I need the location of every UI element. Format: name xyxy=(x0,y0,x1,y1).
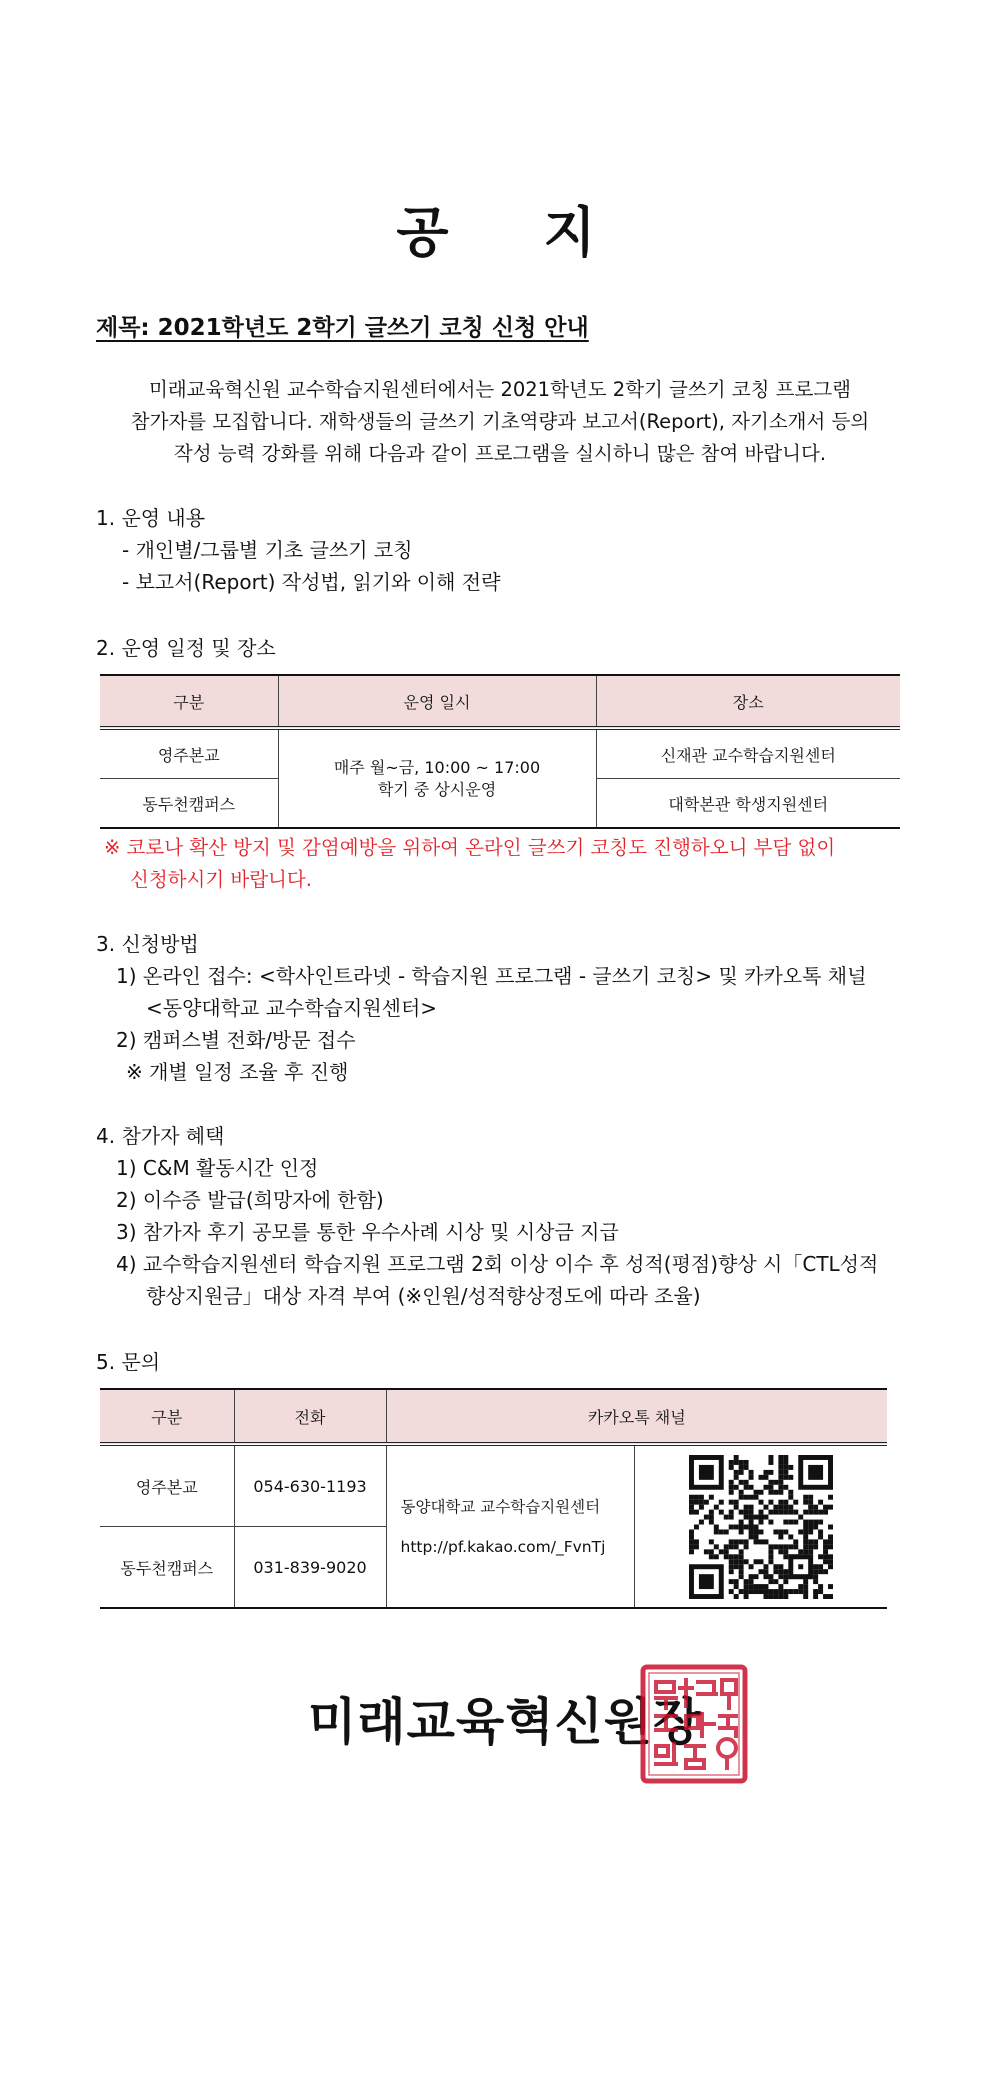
place-cell: 신재관 교수학습지원센터 xyxy=(596,728,900,779)
section-operation-content xyxy=(96,502,500,598)
schedule-line: 매주 월~금, 10:00 ~ 17:00 xyxy=(333,757,541,777)
column-header: 운영 일시 xyxy=(278,675,596,728)
campus-cell: 동두천캠퍼스 xyxy=(100,1527,234,1609)
intro-line: 미래교육혁신원 교수학습지원센터에서는 2021학년도 2학기 글쓰기 코칭 프로그램 xyxy=(148,378,851,401)
notice-line: 신청하시기 바랍니다. xyxy=(130,868,312,891)
kakao-info-cell xyxy=(386,1444,634,1608)
section-heading: 3. 신청방법 xyxy=(96,932,199,956)
column-header: 카카오톡 채널 xyxy=(386,1389,887,1444)
column-header: 구분 xyxy=(100,675,278,728)
column-header: 장소 xyxy=(596,675,900,728)
list-item: - 개인별/그룹별 기초 글쓰기 코칭 xyxy=(122,538,413,562)
campus-cell: 동두천캠퍼스 xyxy=(100,779,278,829)
list-item: 4) 교수학습지원센터 학습지원 프로그램 2회 이상 이수 후 성적(평점)향상 시「CTL성적 xyxy=(116,1252,879,1276)
list-item: - 보고서(Report) 작성법, 읽기와 이해 전략 xyxy=(122,570,501,594)
intro-line: 참가자를 모집합니다. 재학생들의 글쓰기 기초역량과 보고서(Report), 자기소개서 등의 xyxy=(130,410,870,433)
list-item-continued: 향상지원금」대상 자격 부여 (※인원/성적향상정도에 따라 조율) xyxy=(146,1284,701,1308)
notice-line: ※ 코로나 확산 방지 및 감염예방을 위하여 온라인 글쓰기 코칭도 진행하오니 부담 없이 xyxy=(104,836,836,859)
column-header: 전화 xyxy=(234,1389,386,1444)
section-heading: 1. 운영 내용 xyxy=(96,506,206,530)
list-item: 3) 참가자 후기 공모를 통한 우수사례 시상 및 시상금 지급 xyxy=(116,1220,619,1244)
official-seal-icon xyxy=(640,1664,748,1784)
phone-cell: 031-839-9020 xyxy=(234,1527,386,1609)
intro-paragraph xyxy=(110,374,890,470)
schedule-line: 학기 중 상시운영 xyxy=(377,779,497,799)
section-heading: 4. 참가자 혜택 xyxy=(96,1124,225,1148)
contact-table xyxy=(100,1388,887,1609)
schedule-table xyxy=(100,674,900,829)
qr-cell xyxy=(634,1444,887,1608)
section-application xyxy=(96,928,866,1088)
kakao-channel-link[interactable]: http://pf.kakao.com/_FvnTj xyxy=(400,1537,606,1556)
campus-cell: 영주본교 xyxy=(135,1477,198,1497)
table-header-row xyxy=(100,675,900,728)
campus-cell: 영주본교 xyxy=(157,745,220,765)
place-cell: 대학본관 학생지원센터 xyxy=(596,779,900,829)
qr-code-icon[interactable] xyxy=(689,1455,833,1599)
page-title: 공 지 xyxy=(396,201,634,264)
issuer-signature: 미래교육혁신원장 xyxy=(308,1693,703,1751)
covid-notice xyxy=(104,832,904,896)
table-header-row xyxy=(100,1389,887,1444)
list-item: 1) C&M 활동시간 인정 xyxy=(116,1156,319,1180)
section-heading-inquiry: 5. 문의 xyxy=(96,1350,161,1374)
phone-cell: 054-630-1193 xyxy=(234,1444,386,1527)
column-header: 구분 xyxy=(100,1389,234,1444)
list-item: 1) 온라인 접수: <학사인트라넷 - 학습지원 프로그램 - 글쓰기 코칭> 및 카카오톡 채널 xyxy=(116,964,867,988)
kakao-channel-name: 동양대학교 교수학습지원센터 xyxy=(400,1497,601,1516)
section-heading-schedule: 2. 운영 일정 및 장소 xyxy=(96,636,276,660)
list-item: 2) 이수증 발급(희망자에 한함) xyxy=(116,1188,384,1212)
list-item-continued: <동양대학교 교수학습지원센터> xyxy=(146,996,438,1020)
intro-line: 작성 능력 강화를 위해 다음과 같이 프로그램을 실시하니 많은 참여 바랍니다. xyxy=(173,442,827,465)
section-benefits xyxy=(96,1120,878,1312)
subject-line: 제목: 2021학년도 2학기 글쓰기 코칭 신청 안내 xyxy=(96,315,589,341)
table-row xyxy=(100,1444,887,1527)
note-line: ※ 개별 일정 조율 후 진행 xyxy=(126,1060,349,1084)
table-row xyxy=(100,728,900,779)
list-item: 2) 캠퍼스별 전화/방문 접수 xyxy=(116,1028,356,1052)
schedule-cell xyxy=(278,728,596,828)
